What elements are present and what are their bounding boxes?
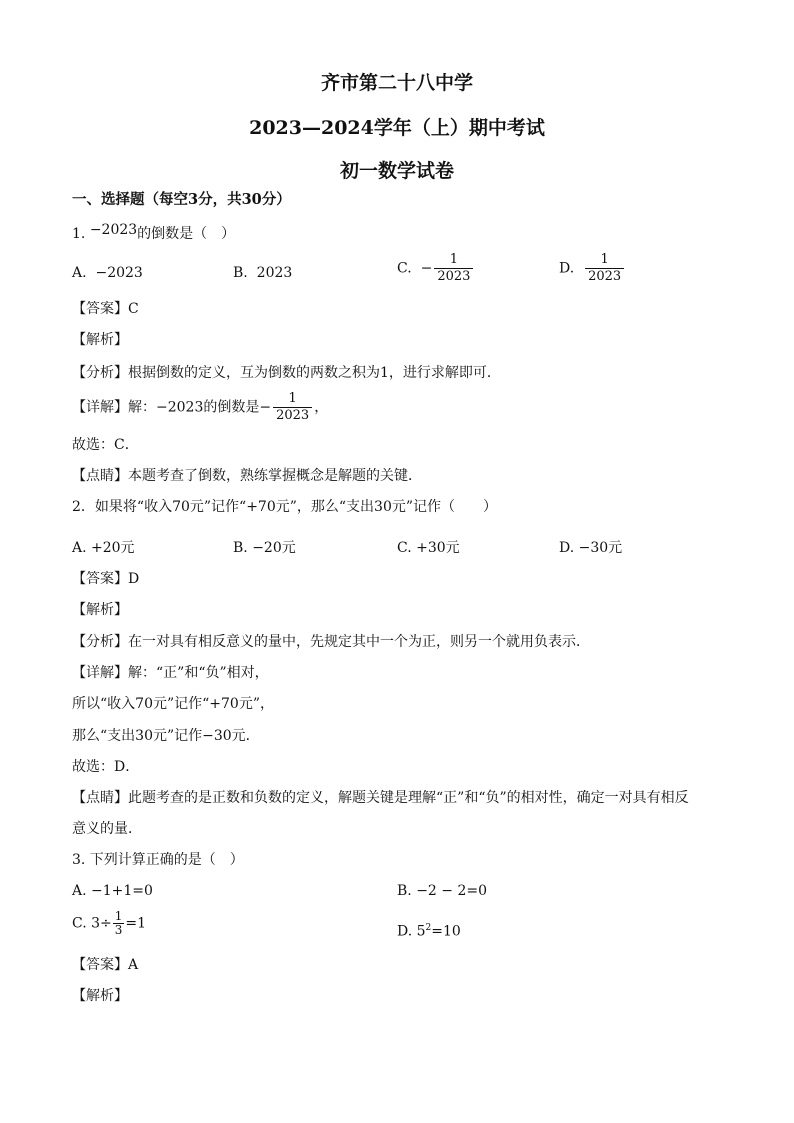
q1-dianjing: 【点睛】本题考查了倒数，熟练掌握概念是解题的关键．: [72, 468, 422, 484]
q1-option-b: [233, 263, 292, 283]
option-label: C.: [397, 260, 412, 277]
section-heading: 一、选择题（每空3分，共30分）: [72, 191, 291, 208]
explanation-punct: ，: [314, 399, 329, 416]
question-text: 的倒数是（ ）: [137, 226, 236, 242]
q2-line-3: 那么“支出30元”记作−30元．: [72, 728, 260, 744]
option-label: A.: [72, 265, 87, 281]
q1-choice: 故选：C．: [72, 437, 139, 453]
q1-option-d: [559, 252, 626, 285]
fraction-denominator: 3: [114, 923, 123, 937]
q2-option-d: D. −30元: [559, 540, 623, 556]
q1-xiangjie: [72, 391, 328, 424]
fraction-numerator: 1: [434, 252, 473, 269]
option-value: 2023: [256, 265, 293, 281]
fraction-numerator: 1: [585, 252, 624, 269]
fraction-numerator: 1: [114, 909, 123, 923]
option-sign: −: [420, 260, 433, 277]
fraction-denominator: 2023: [276, 408, 310, 423]
option-value: −2023: [95, 265, 143, 281]
exponent: 2: [425, 923, 432, 933]
q2-xiangjie: 【详解】解：“正”和“负”相对，: [72, 665, 269, 681]
explanation-sign: −: [259, 399, 272, 416]
q3-option-c: [72, 910, 146, 937]
q1-analysis-heading: 【解析】: [72, 332, 128, 348]
option-label: D.: [559, 260, 575, 277]
q1-fenxi: 【分析】根据倒数的定义，互为倒数的两数之积为1，进行求解即可．: [72, 365, 501, 381]
q3-option-d: [397, 918, 461, 942]
fraction: [434, 252, 473, 285]
fraction: [273, 391, 312, 424]
fraction-denominator: 2023: [437, 269, 471, 284]
fraction-numerator: 1: [273, 391, 312, 408]
question-2-stem: 2．如果将“收入70元”记作“+70元”，那么“支出30元”记作（ ）: [72, 499, 498, 515]
q2-option-a: A. +20元: [72, 540, 135, 556]
q2-fenxi: 【分析】在一对具有相反意义的量中，先规定其中一个为正，则另一个就用负表示．: [72, 634, 590, 650]
question-expression: −2023: [89, 222, 138, 238]
q1-option-a: [72, 263, 143, 283]
explanation-text: 【详解】解：−2023的倒数是: [72, 399, 260, 416]
option-label: B.: [233, 265, 248, 281]
option-text: D. 5: [397, 923, 426, 940]
fraction: [113, 910, 125, 937]
fraction: [585, 252, 624, 285]
q3-answer: 【答案】A: [72, 957, 139, 973]
q1-option-c: [397, 252, 475, 285]
q3-option-b: B. −2 − 2=0: [397, 883, 488, 899]
option-text: =10: [431, 923, 461, 940]
fraction-denominator: 2023: [588, 269, 622, 284]
question-1-stem: [72, 224, 235, 244]
q2-line-2: 所以“收入70元”记作“+70元”，: [72, 696, 274, 712]
school-title: 齐市第二十八中学: [320, 72, 473, 94]
q3-option-a: A. −1+1=0: [72, 883, 153, 899]
q2-option-b: B. −20元: [233, 540, 296, 556]
q2-answer: 【答案】D: [72, 571, 140, 587]
subject-title: 初一数学试卷: [339, 160, 454, 182]
option-text: C. 3÷: [72, 915, 112, 932]
q3-analysis-heading: 【解析】: [72, 988, 128, 1004]
q2-dianjing-2: 意义的量．: [72, 821, 142, 837]
exam-title: 2023—2024学年（上）期中考试: [249, 117, 545, 139]
q2-analysis-heading: 【解析】: [72, 602, 128, 618]
q2-choice: 故选：D．: [72, 759, 140, 775]
q2-option-c: C. +30元: [397, 540, 460, 556]
q1-answer: 【答案】C: [72, 301, 139, 317]
question-number: 1.: [72, 226, 86, 242]
q2-dianjing-1: 【点睛】此题考查的是正数和负数的定义，解题关键是理解“正”和“负”的相对性，确定一对具有相反: [72, 790, 689, 806]
option-text: =1: [125, 915, 147, 932]
question-3-stem: 3. 下列计算正确的是（ ）: [72, 852, 244, 868]
